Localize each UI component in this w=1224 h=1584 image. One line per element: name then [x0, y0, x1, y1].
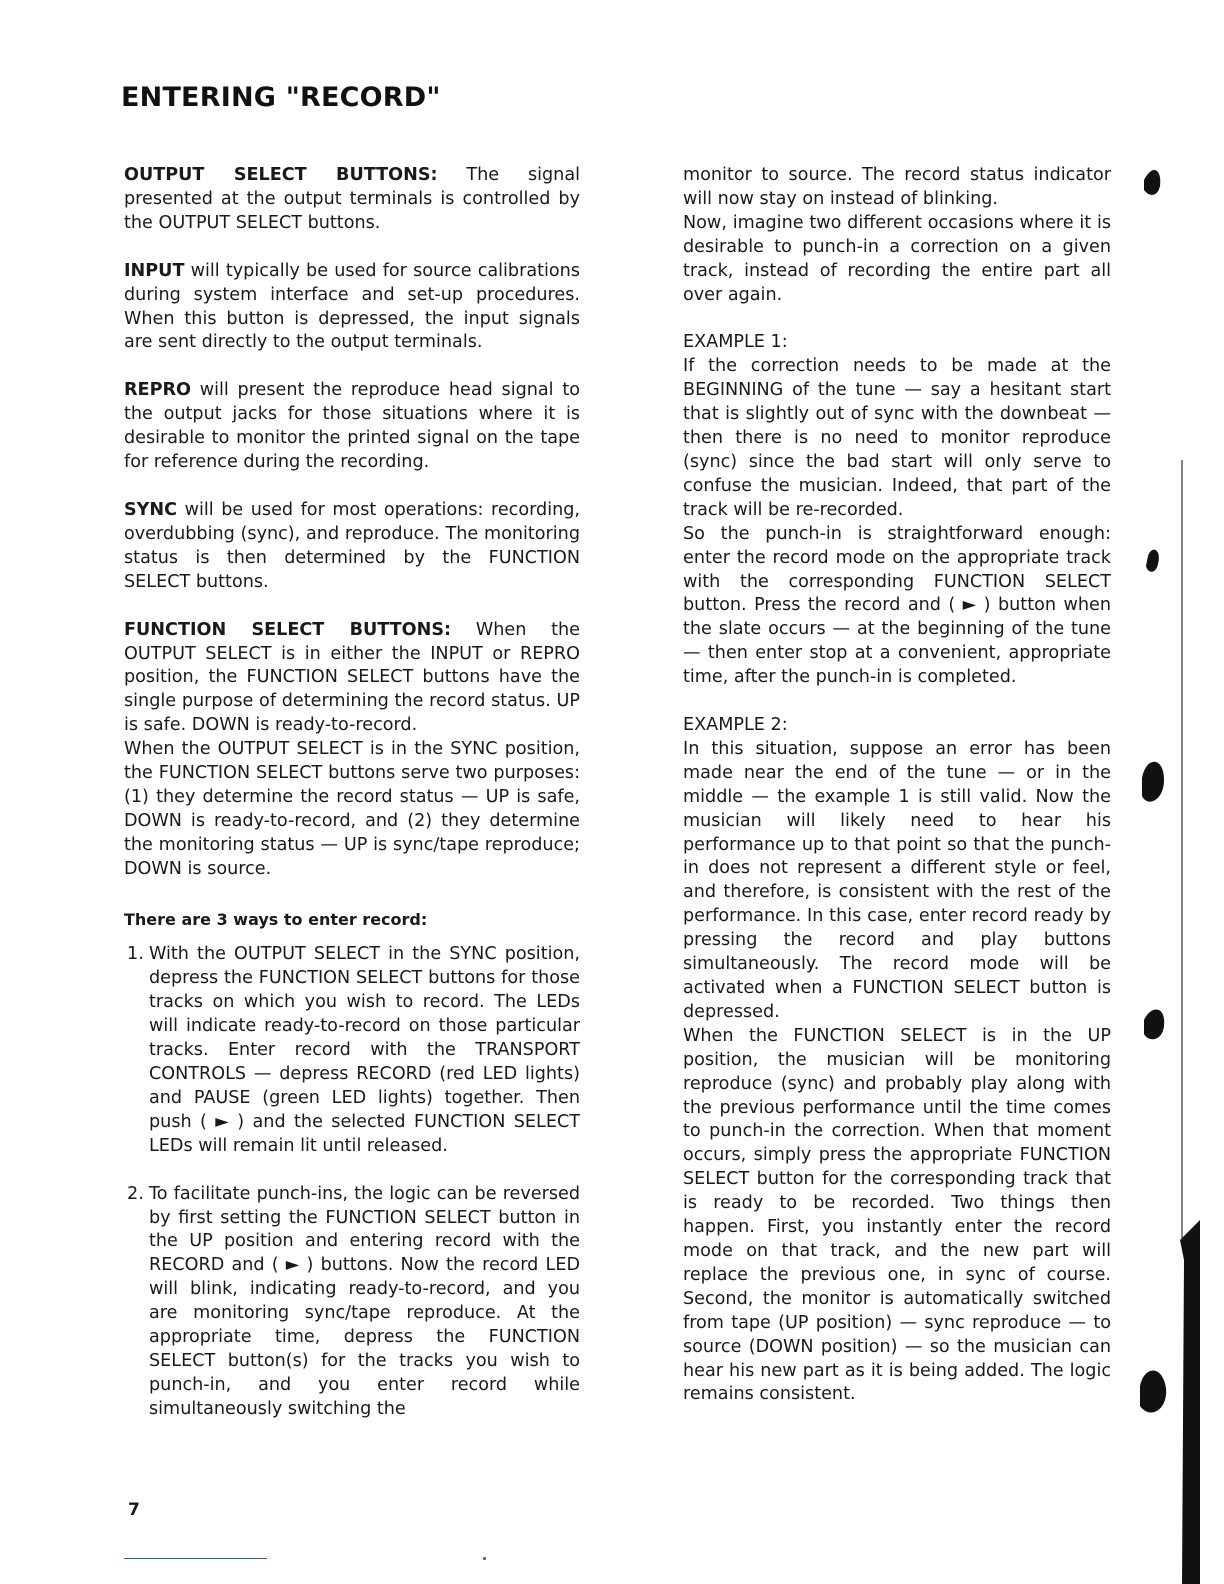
- example-2-paragraph-2: When the FUNCTION SELECT is in the UP position, the musician will be monitoring reproduce (sync) and probably play along with the previous performance until the time comes to punch-in the correction. When that moment occurs, simply press the appropriate FUNCTION SELECT button for the corresponding track that is ready to be recorded. Two things then happen. First, you instantly enter the record mode on that track, and the new part will replace the previous one, in sync of course. Second, the monitor is automatically switched from tape (UP position) — sync reproduce — to source (DOWN position) — so the musician can hear his new part as it is being added. The logic remains consistent.: [683, 1025, 1111, 1405]
- example-2-heading: EXAMPLE 2:: [683, 715, 788, 736]
- repro-paragraph: [124, 379, 580, 475]
- repro-text: will present the reproduce head signal to the output jacks for those situations where it is desirable to monitor the printed signal on the tape for reference during the recording.: [124, 380, 580, 473]
- step-text: To facilitate punch-ins, the logic can be reversed by first setting the FUNCTION SELECT button in the UP position and entering record with the RECORD and ( ► ) buttons. Now the record LED will blink, indicating ready-to-record, and you are monitoring sync/tape reproduce. At the appropriate time, depress the FUNCTION SELECT button(s) for the tracks you wish to punch-in, and you enter record while simultaneously switching the: [149, 1183, 580, 1419]
- page-title: ENTERING "RECORD": [121, 82, 441, 113]
- ways-heading: There are 3 ways to enter record:: [124, 909, 428, 929]
- binder-ring-mark: [1146, 550, 1159, 572]
- list-item: [124, 1183, 580, 1422]
- step-number: 2.: [127, 1183, 144, 1204]
- output-select-paragraph: [124, 164, 580, 236]
- binder-ring-mark: [1140, 1371, 1166, 1413]
- example-1-heading: EXAMPLE 1:: [683, 332, 788, 353]
- footer-rule: [124, 1558, 267, 1559]
- input-lead: INPUT: [124, 260, 185, 281]
- step-number: 1.: [127, 944, 144, 965]
- example-2-paragraph: In this situation, suppose an error has been made near the end of the tune — or in the middle — the example 1 is still valid. Now the musician will likely need to hear his performance up to that point so that the punch-in does not represent a different style or feel, and therefore, is consistent with the rest of the performance. In this case, enter record ready by pressing the record and play buttons simultaneously. The record mode will be activated when a FUNCTION SELECT button is depressed.: [683, 738, 1111, 1022]
- output-select-lead: OUTPUT SELECT BUTTONS:: [124, 165, 438, 185]
- binder-ring-mark: [1144, 1009, 1164, 1039]
- output-select-text: The signal presented at the output terminals is controlled by the OUTPUT SELECT buttons.: [124, 165, 581, 233]
- binder-ring-marks: [1140, 160, 1200, 1584]
- sync-lead: SYNC: [124, 499, 178, 520]
- continuation-paragraph: monitor to source. The record status indicator will now stay on instead of blinking.: [683, 165, 1111, 209]
- function-select-sync-paragraph: When the OUTPUT SELECT is in the SYNC position, the FUNCTION SELECT buttons serve two purposes: (1) they determine the record status — UP is safe, DOWN is ready-to-record, and (2) they determine the monitoring status — UP is sync/tape reproduce; DOWN is source.: [124, 739, 580, 879]
- binder-ring-mark: [1142, 762, 1164, 802]
- function-select-lead: FUNCTION SELECT BUTTONS:: [124, 619, 452, 640]
- input-text: will typically be used for source calibrations during system interface and set-up procedures. When this button is depressed, the input signals are sent directly to the output terminals.: [124, 260, 580, 353]
- input-paragraph: [124, 260, 580, 356]
- step-text: With the OUTPUT SELECT in the SYNC position, depress the FUNCTION SELECT buttons for those tracks on which you wish to record. The LEDs will indicate ready-to-record on those particular tracks. Enter record with the TRANSPORT CONTROLS — depress RECORD (red LED lights) and PAUSE (green LED lights) together. Then push ( ► ) and the selected FUNCTION SELECT LEDs will remain lit until released.: [149, 944, 580, 1156]
- page-edge-shadow: [1180, 1220, 1200, 1584]
- repro-lead: REPRO: [124, 380, 191, 401]
- sync-text: will be used for most operations: recording, overdubbing (sync), and reproduce. The monitoring status is then determined by the FUNCTION SELECT buttons.: [124, 499, 580, 592]
- right-column: [683, 164, 1111, 1407]
- page-number: 7: [128, 1500, 140, 1520]
- left-column: [124, 164, 580, 1422]
- example-1-paragraph-2: So the punch-in is straightforward enough: enter the record mode on the appropriate track with the corresponding FUNCTION SELECT button. Press the record and ( ► ) button when the slate occurs — at the beginning of the tune — then enter stop at a convenient, appropriate time, after the punch-in is completed.: [683, 523, 1111, 688]
- example-1-paragraph: If the correction needs to be made at the BEGINNING of the tune — say a hesitant start that is slightly out of sync with the downbeat — then there is no need to monitor reproduce (sync) since the bad start will only serve to confuse the musician. Indeed, that part of the track will be re-recorded.: [683, 356, 1111, 520]
- function-select-paragraph: [124, 619, 580, 739]
- sync-paragraph: [124, 499, 580, 595]
- function-select-text: When the OUTPUT SELECT is in either the INPUT or REPRO position, the FUNCTION SELECT buttons have the single purpose of determining the record status. UP is safe. DOWN is ready-to-record.: [124, 619, 580, 736]
- scan-dot: [483, 1557, 486, 1560]
- intro-paragraph: Now, imagine two different occasions where it is desirable to punch-in a correction on a given track, instead of recording the entire part all over again.: [683, 212, 1111, 305]
- steps-list: [124, 943, 580, 1421]
- list-item: [124, 943, 580, 1158]
- binder-ring-mark: [1144, 170, 1160, 195]
